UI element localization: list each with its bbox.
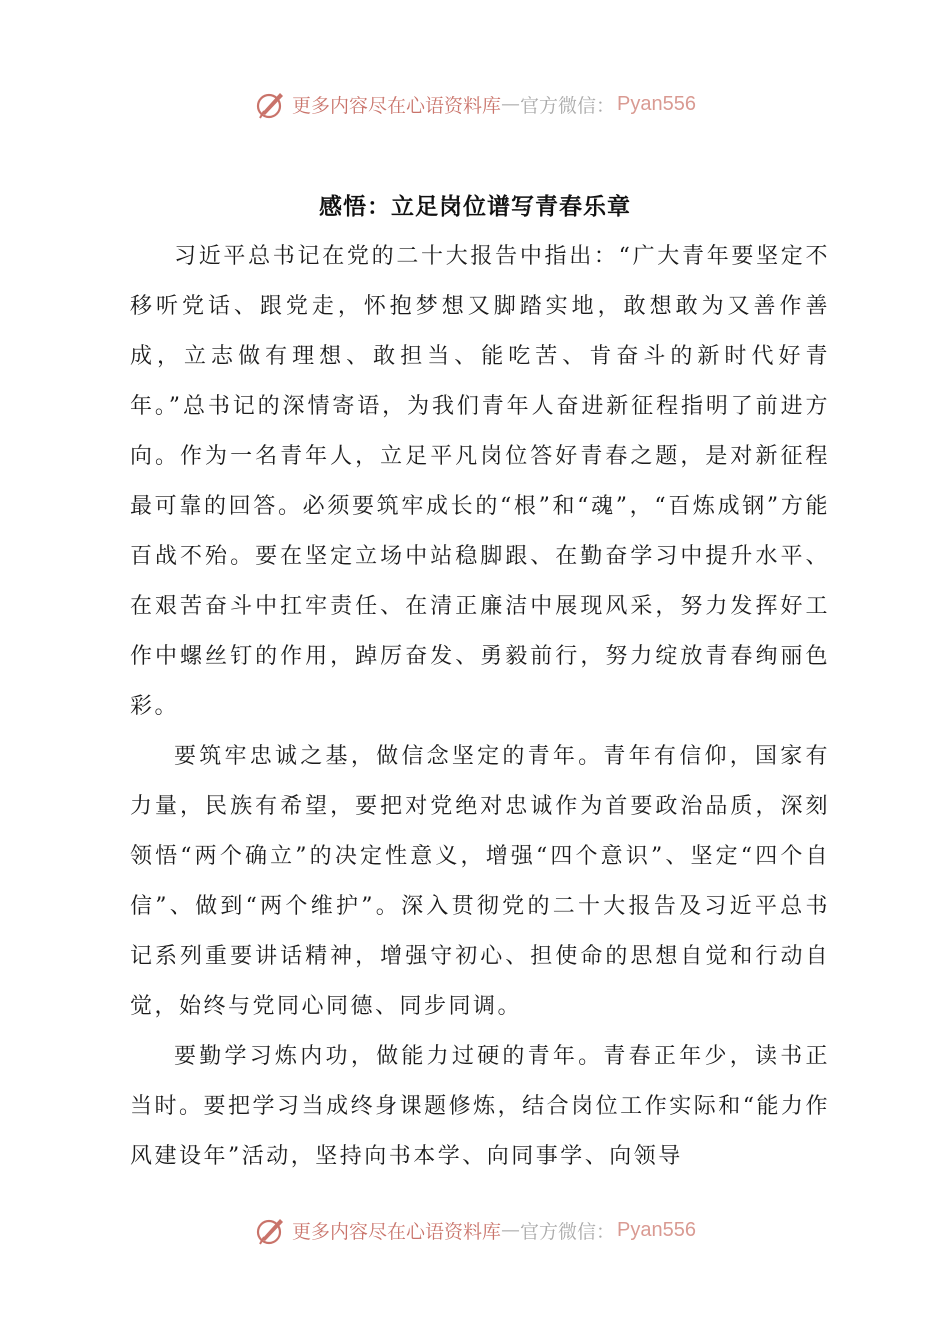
paragraph-1: 习近平总书记在党的二十大报告中指出：“广大青年要坚定不移听党话、跟党走，怀抱梦想又脚踏实地，敢想敢为又善作善成，立志做有理想、敢担当、能吃苦、肯奋斗的新时代好青年。”总书记的深情寄语，为我们青年人奋进新征程指明了前进方向。作为一名青年人，立足平凡岗位答好青春之题，是对新征程最可靠的回答。必须要筑牢成长的“根”和“魂”，“百炼成钢”方能百战不殆。要在坚定立场中站稳脚跟、在勤奋学习中提升水平、在艰苦奋斗中扛牢责任、在清正廉洁中展现风采，努力发挥好工作中螺丝钉的作用，踔厉奋发、勇毅前行，努力绽放青春绚丽色彩。 (130, 244, 830, 719)
quill-logo-icon (254, 1213, 288, 1247)
paragraph-3: 要勤学习炼内功，做能力过硬的青年。青春正年少，读书正当时。要把学习当成终身课题修炼，结合岗位工作实际和“能力作风建设年”活动，坚持向书本学、向同事学、向领导 (130, 1044, 830, 1169)
footer-watermark (0, 1210, 950, 1250)
watermark-dash: — (501, 1219, 521, 1241)
watermark-label: 官方微信： (520, 1220, 616, 1243)
quill-logo-icon (254, 87, 288, 121)
header-watermark (0, 84, 950, 124)
watermark-wechat-id: Pyan556 (617, 1218, 696, 1241)
watermark-label: 官方微信： (520, 94, 616, 117)
article-body (130, 232, 830, 1182)
paragraph-2: 要筑牢忠诚之基，做信念坚定的青年。青年有信仰，国家有力量，民族有希望，要把对党绝对忠诚作为首要政治品质，深刻领悟“两个确立”的决定性意义，增强“四个意识”、坚定“四个自信”、做到“两个维护”。深入贯彻党的二十大报告及习近平总书记系列重要讲话精神，增强守初心、担使命的思想自觉和行动自觉，始终与党同心同德、同步同调。 (130, 744, 830, 1019)
watermark-dash: — (501, 93, 521, 115)
watermark-wechat-id: Pyan556 (617, 92, 696, 115)
article-title: 感悟：立足岗位谱写青春乐章 (319, 194, 631, 220)
watermark-text: 更多内容尽在心语资料库 (292, 1220, 502, 1243)
watermark-text: 更多内容尽在心语资料库 (292, 94, 502, 117)
